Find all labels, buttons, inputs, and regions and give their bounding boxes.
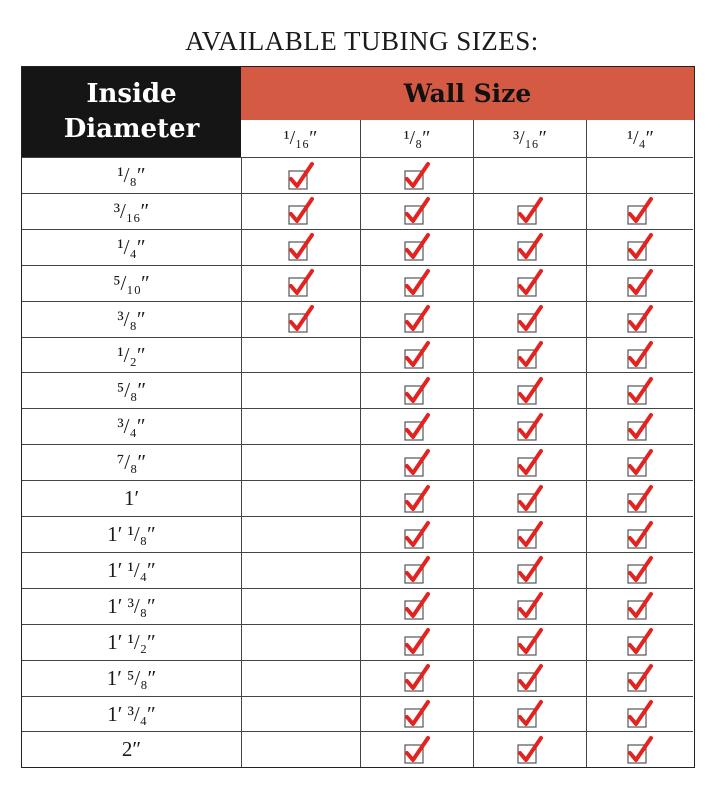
table-row <box>22 157 693 193</box>
availability-cell <box>241 445 360 480</box>
checkmark-in-box-icon <box>403 735 431 765</box>
checkmark-in-box-icon <box>287 232 315 262</box>
diameter-label: ⁷/₈″ <box>116 450 147 475</box>
availability-cell <box>241 302 360 337</box>
diameter-label: ³/₈″ <box>117 306 146 331</box>
availability-cell <box>241 409 360 444</box>
availability-cell <box>586 409 693 444</box>
diameter-label: 1′ ³/₈″ <box>107 593 156 618</box>
availability-cell <box>241 553 360 588</box>
diameter-cell <box>22 266 241 301</box>
availability-cell <box>473 625 586 660</box>
diameter-cell <box>22 553 241 588</box>
availability-cell <box>360 302 473 337</box>
checkmark-in-box-icon <box>403 448 431 478</box>
checkmark-in-box-icon <box>516 448 544 478</box>
diameter-label: ¹/₂″ <box>117 342 146 367</box>
page-title: AVAILABLE TUBING SIZES: <box>185 26 539 56</box>
diameter-cell <box>22 697 241 732</box>
availability-cell <box>473 661 586 696</box>
table-row <box>22 193 693 229</box>
checkmark-in-box-icon <box>403 699 431 729</box>
availability-cell <box>241 338 360 373</box>
checkmark-in-box-icon <box>403 663 431 693</box>
table-row <box>22 229 693 265</box>
inside-diameter-header-line1: Inside <box>86 79 177 109</box>
availability-cell <box>473 373 586 408</box>
diameter-label: 1′ ¹/₈″ <box>107 522 156 546</box>
checkmark-in-box-icon <box>516 340 544 370</box>
checkmark-in-box-icon <box>516 268 544 298</box>
diameter-cell <box>22 230 241 265</box>
checkmark-in-box-icon <box>403 304 431 334</box>
diameter-cell <box>22 445 241 480</box>
availability-cell <box>473 194 586 229</box>
diameter-label: 1′ ³/₄″ <box>107 701 156 726</box>
availability-cell <box>586 194 693 229</box>
diameter-cell <box>22 409 241 444</box>
wall-col-header-4: ¹/₄″ <box>586 120 694 157</box>
table-row <box>22 337 693 373</box>
diameter-label: ⁵/₈″ <box>116 378 147 403</box>
checkmark-in-box-icon <box>287 161 315 191</box>
table-row <box>22 696 693 732</box>
availability-cell <box>473 697 586 732</box>
availability-cell <box>586 625 693 660</box>
availability-cell <box>586 445 693 480</box>
availability-cell <box>586 338 693 373</box>
checkmark-in-box-icon <box>516 520 544 550</box>
availability-cell <box>241 373 360 408</box>
availability-cell <box>241 481 360 516</box>
checkmark-in-box-icon <box>626 448 654 478</box>
checkmark-in-box-icon <box>516 699 544 729</box>
availability-cell <box>586 373 693 408</box>
checkmark-in-box-icon <box>403 340 431 370</box>
checkmark-in-box-icon <box>626 520 654 550</box>
inside-diameter-header-line2: Diameter <box>63 114 200 144</box>
availability-cell <box>360 732 473 767</box>
availability-cell <box>473 732 586 767</box>
table-row <box>22 660 693 696</box>
diameter-cell <box>22 194 241 229</box>
availability-cell <box>586 697 693 732</box>
table-row <box>22 588 693 624</box>
availability-cell <box>473 589 586 624</box>
availability-cell <box>241 589 360 624</box>
diameter-label: ¹/₄″ <box>117 234 146 259</box>
availability-cell <box>360 697 473 732</box>
checkmark-in-box-icon <box>626 412 654 442</box>
availability-cell <box>360 481 473 516</box>
checkmark-in-box-icon <box>626 196 654 226</box>
availability-cell <box>473 338 586 373</box>
checkmark-in-box-icon <box>403 484 431 514</box>
availability-cell <box>360 517 473 552</box>
availability-cell <box>360 194 473 229</box>
availability-cell <box>360 625 473 660</box>
availability-cell <box>360 661 473 696</box>
availability-cell <box>473 302 586 337</box>
checkmark-in-box-icon <box>287 304 315 334</box>
checkmark-in-box-icon <box>403 376 431 406</box>
availability-cell <box>360 373 473 408</box>
checkmark-in-box-icon <box>403 520 431 550</box>
checkmark-in-box-icon <box>516 232 544 262</box>
diameter-cell <box>22 302 241 337</box>
availability-cell <box>586 553 693 588</box>
availability-cell <box>473 409 586 444</box>
checkmark-in-box-icon <box>626 591 654 621</box>
inside-diameter-header <box>22 67 241 157</box>
table-row <box>22 444 693 480</box>
table-row <box>22 372 693 408</box>
availability-cell <box>586 517 693 552</box>
table-row <box>22 301 693 337</box>
availability-cell <box>473 266 586 301</box>
diameter-cell <box>22 661 241 696</box>
availability-cell <box>586 481 693 516</box>
table-row <box>22 408 693 444</box>
availability-cell <box>473 158 586 193</box>
table-row <box>22 480 693 516</box>
checkmark-in-box-icon <box>403 232 431 262</box>
availability-cell <box>241 517 360 552</box>
availability-cell <box>473 445 586 480</box>
diameter-cell <box>22 625 241 660</box>
availability-cell <box>360 589 473 624</box>
table-row <box>22 552 693 588</box>
checkmark-in-box-icon <box>626 304 654 334</box>
checkmark-in-box-icon <box>516 627 544 657</box>
wall-col-header-2: ¹/₈″ <box>360 120 473 157</box>
checkmark-in-box-icon <box>403 555 431 585</box>
checkmark-in-box-icon <box>403 196 431 226</box>
availability-cell <box>241 661 360 696</box>
diameter-label: ¹/₈″ <box>117 163 146 187</box>
checkmark-in-box-icon <box>626 663 654 693</box>
checkmark-in-box-icon <box>626 627 654 657</box>
diameter-label: ³/₁₆″ <box>113 198 150 223</box>
checkmark-in-box-icon <box>626 699 654 729</box>
availability-cell <box>241 158 360 193</box>
checkmark-in-box-icon <box>516 735 544 765</box>
diameter-label: 1′ ¹/₄″ <box>107 557 156 582</box>
availability-cell <box>241 625 360 660</box>
checkmark-in-box-icon <box>403 268 431 298</box>
availability-cell <box>360 409 473 444</box>
availability-cell <box>360 445 473 480</box>
diameter-label: 1′ <box>123 486 140 511</box>
wall-size-header: Wall Size <box>241 67 694 120</box>
wall-col-header-3: ³/₁₆″ <box>473 120 586 157</box>
table-row <box>22 624 693 660</box>
checkmark-in-box-icon <box>516 591 544 621</box>
availability-cell <box>360 338 473 373</box>
checkmark-in-box-icon <box>516 555 544 585</box>
diameter-cell <box>22 158 241 193</box>
tubing-sizes-table <box>21 66 695 768</box>
availability-cell <box>241 230 360 265</box>
availability-cell <box>360 266 473 301</box>
availability-cell <box>473 553 586 588</box>
availability-cell <box>241 697 360 732</box>
availability-cell <box>586 158 693 193</box>
checkmark-in-box-icon <box>626 340 654 370</box>
availability-cell <box>586 230 693 265</box>
diameter-cell <box>22 373 241 408</box>
checkmark-in-box-icon <box>626 484 654 514</box>
checkmark-in-box-icon <box>516 412 544 442</box>
diameter-label: 1′ ¹/₂″ <box>107 629 156 654</box>
checkmark-in-box-icon <box>516 484 544 514</box>
checkmark-in-box-icon <box>626 735 654 765</box>
diameter-cell <box>22 338 241 373</box>
availability-cell <box>586 302 693 337</box>
availability-cell <box>360 230 473 265</box>
checkmark-in-box-icon <box>516 304 544 334</box>
diameter-cell <box>22 517 241 552</box>
availability-cell <box>586 266 693 301</box>
checkmark-in-box-icon <box>403 591 431 621</box>
table-row <box>22 731 693 767</box>
availability-cell <box>473 517 586 552</box>
checkmark-in-box-icon <box>403 412 431 442</box>
availability-cell <box>360 158 473 193</box>
diameter-label: 2″ <box>121 737 142 762</box>
diameter-cell <box>22 732 241 767</box>
availability-cell <box>241 194 360 229</box>
wall-col-header-1: ¹/₁₆″ <box>283 127 318 149</box>
table-row <box>22 265 693 301</box>
checkmark-in-box-icon <box>626 268 654 298</box>
checkmark-in-box-icon <box>403 161 431 191</box>
availability-cell <box>241 732 360 767</box>
checkmark-in-box-icon <box>516 196 544 226</box>
checkmark-in-box-icon <box>626 555 654 585</box>
diameter-label: 1′ ⁵/₈″ <box>106 665 157 690</box>
availability-cell <box>586 732 693 767</box>
checkmark-in-box-icon <box>516 663 544 693</box>
checkmark-in-box-icon <box>287 268 315 298</box>
checkmark-in-box-icon <box>626 376 654 406</box>
availability-cell <box>360 553 473 588</box>
table-row <box>22 516 693 552</box>
checkmark-in-box-icon <box>403 627 431 657</box>
diameter-cell <box>22 589 241 624</box>
availability-cell <box>473 481 586 516</box>
availability-cell <box>586 661 693 696</box>
diameter-label: ⁵/₁₀″ <box>113 270 150 295</box>
availability-cell <box>586 589 693 624</box>
checkmark-in-box-icon <box>287 196 315 226</box>
diameter-label: ³/₄″ <box>117 414 146 439</box>
availability-cell <box>473 230 586 265</box>
checkmark-in-box-icon <box>516 376 544 406</box>
checkmark-in-box-icon <box>626 232 654 262</box>
availability-cell <box>241 266 360 301</box>
diameter-cell <box>22 481 241 516</box>
